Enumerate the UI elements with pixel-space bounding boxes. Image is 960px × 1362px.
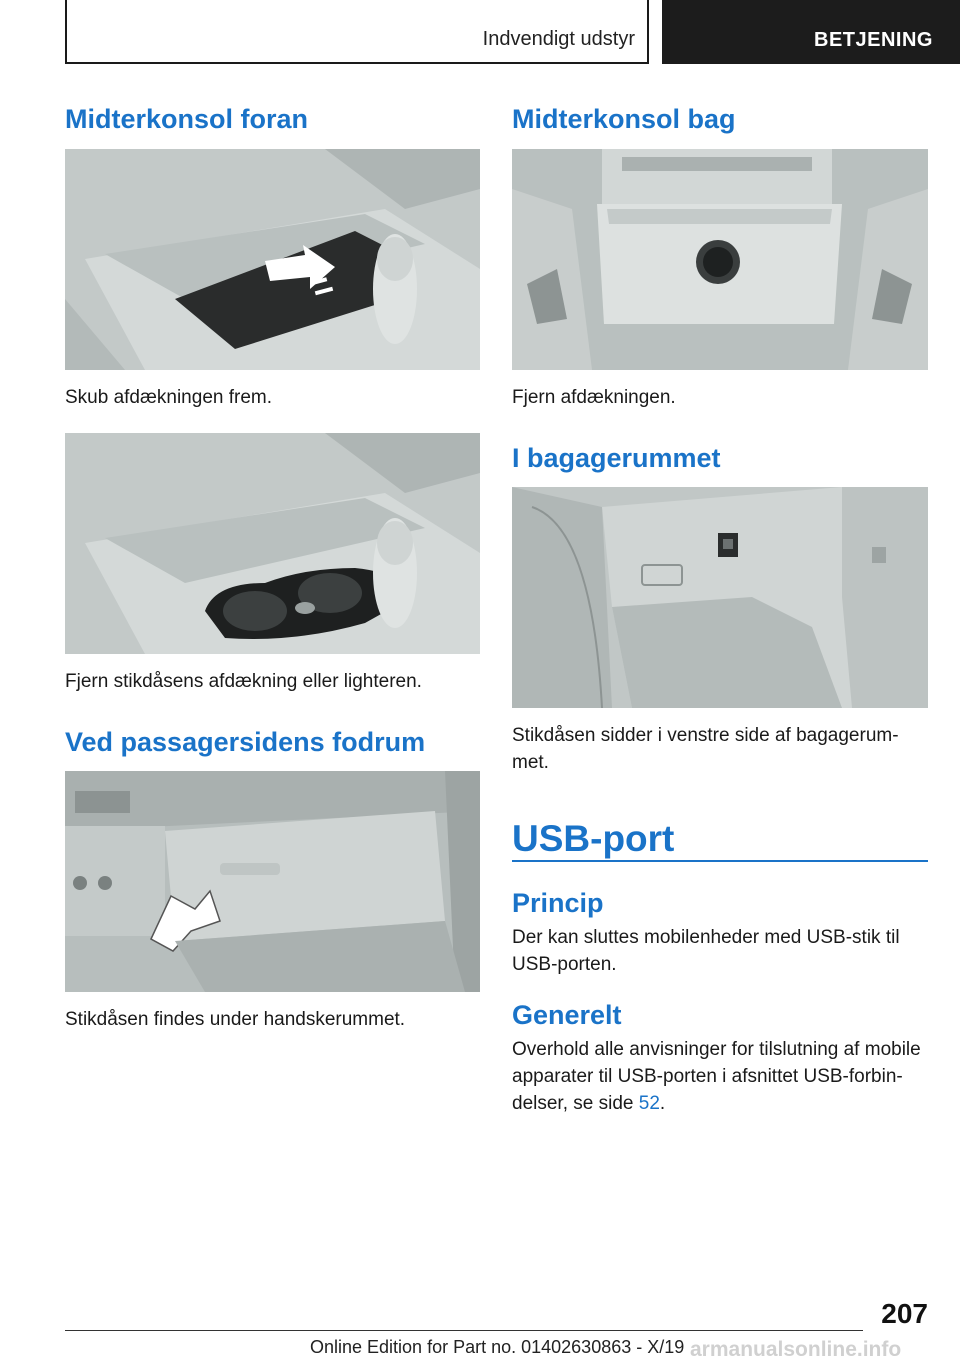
general-text: Overhold alle anvisninger for tilslutning af mobile apparater til USB-porten i afsnittet USB-forbin-delser, se side <box>512 1039 921 1114</box>
principle-text: Der kan sluttes mobilenheder med USB-stik til USB-porten. <box>512 927 900 975</box>
front-console-cover-image <box>65 149 480 370</box>
trunk-socket-image <box>512 487 928 708</box>
header-section-box <box>65 0 649 64</box>
caption-push-cover: Skub afdækningen frem. <box>65 387 273 408</box>
footer-edition: Online Edition for Part no. 01402630863 - X/19 <box>310 1337 685 1357</box>
general-text-end: . <box>659 1093 666 1114</box>
heading-principle: Princip <box>512 888 604 918</box>
heading-front-console: Midterkonsol foran <box>65 104 309 134</box>
rear-console-image <box>512 149 928 370</box>
caption-trunk-socket-location: Stikdåsen sidder i venstre side af bagagerum-met. <box>512 725 899 773</box>
heading-passenger-footwell: Ved passagersidens fodrum <box>65 727 426 757</box>
front-console-socket-image <box>65 433 480 654</box>
watermark: armanualsonline.info <box>690 1338 902 1361</box>
passenger-footwell-image <box>65 771 480 992</box>
header-chapter-title: BETJENING <box>814 29 933 51</box>
usb-title-rule <box>512 860 928 862</box>
caption-remove-socket-cover: Fjern stikdåsens afdækning eller lighteren. <box>65 671 422 692</box>
header-chapter-box <box>662 0 960 64</box>
footer-rule <box>65 1330 863 1331</box>
caption-socket-under-glovebox: Stikdåsen findes under handskerummet. <box>65 1009 406 1030</box>
page-number: 207 <box>881 1298 928 1329</box>
header-section-title: Indvendigt udstyr <box>482 28 635 50</box>
heading-general: Generelt <box>512 1000 622 1030</box>
general-text-paragraph <box>512 1036 928 1117</box>
page-52-link[interactable]: 52 <box>638 1093 660 1114</box>
heading-rear-console: Midterkonsol bag <box>512 104 736 134</box>
usb-port-title: USB-port <box>512 818 675 859</box>
heading-trunk: I bagagerummet <box>512 443 721 473</box>
caption-remove-cover-rear: Fjern afdækningen. <box>512 387 676 408</box>
